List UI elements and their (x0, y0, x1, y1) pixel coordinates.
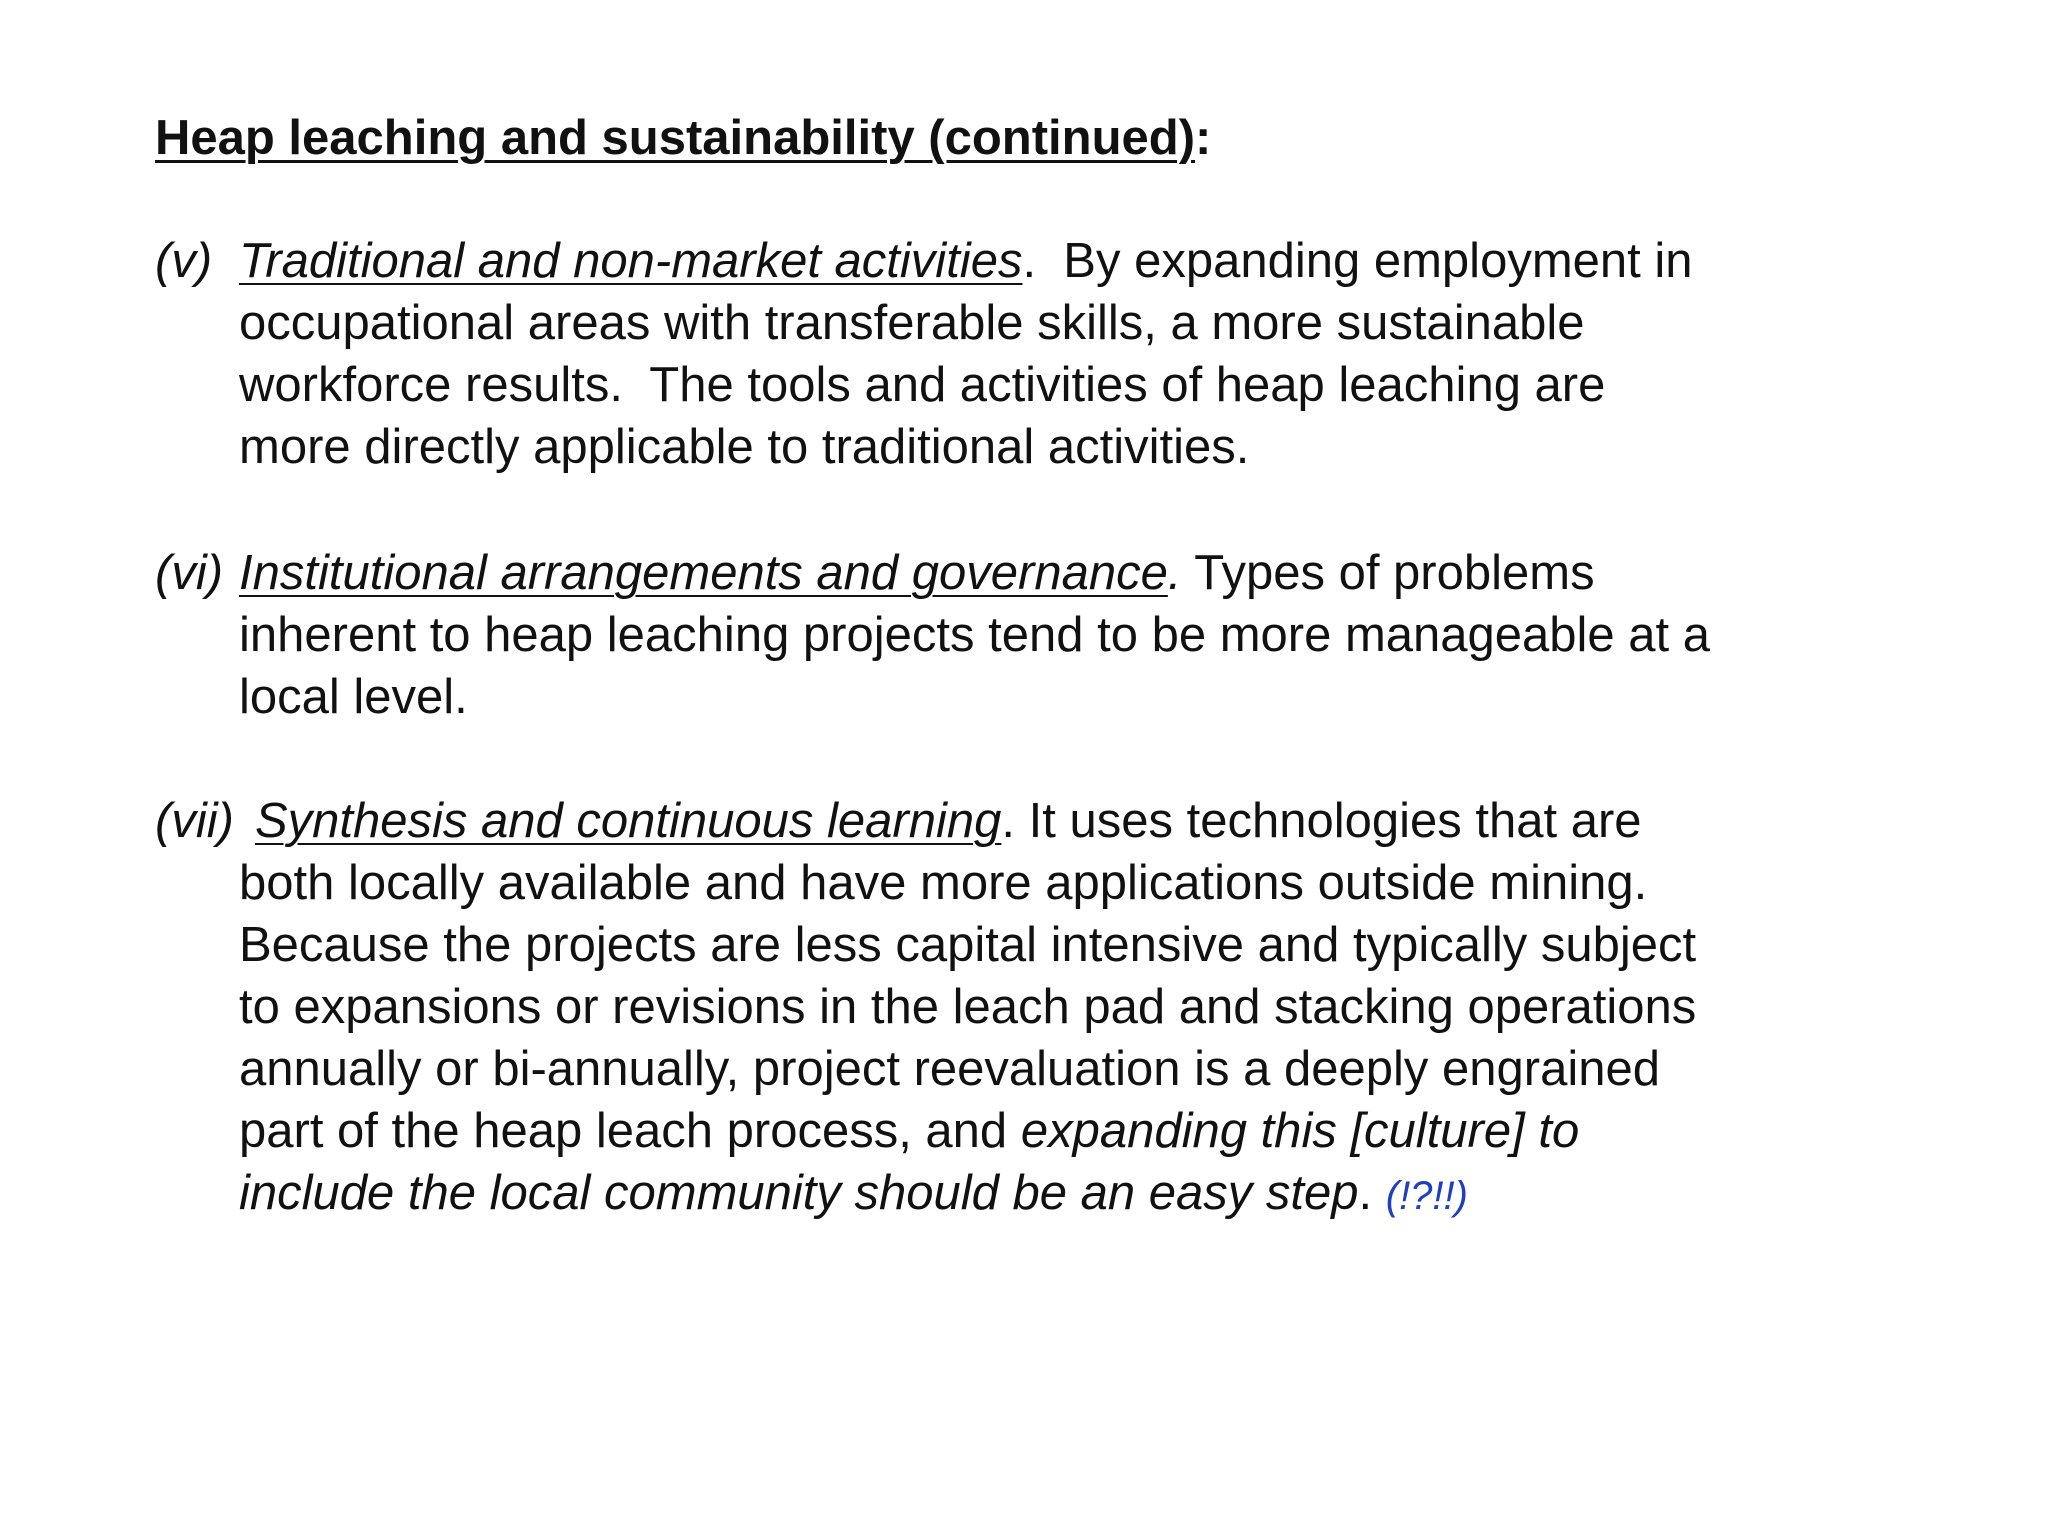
item-italic-segment: include the local community should be an easy step (239, 1166, 1359, 1220)
item-text-line-final (239, 1162, 1915, 1227)
item-text-line: By expanding employment in (1036, 234, 1693, 288)
list-item-vi (155, 542, 1915, 728)
item-heading: Traditional and non-market activities (239, 234, 1023, 288)
item-text-line-mixed (239, 1100, 1915, 1162)
item-body (239, 790, 1915, 1227)
item-text-line: workforce results. The tools and activities of heap leaching are (239, 358, 1606, 412)
item-end-punct: . (1358, 1166, 1373, 1220)
item-first-line (239, 230, 1915, 292)
item-heading: Synthesis and continuous learning (255, 794, 1002, 848)
item-text-line: annually or bi-annually, project reevaluation is a deeply engrained (239, 1042, 1660, 1096)
item-heading-punct: . (1022, 234, 1037, 288)
list-item-v (155, 230, 1915, 478)
list-item-vii (155, 790, 1915, 1227)
item-text-line: inherent to heap leaching projects tend to be more manageable at a (239, 608, 1711, 662)
item-text-line: both locally available and have more applications outside mining. (239, 856, 1648, 910)
annotation-note: (!?!!) (1385, 1174, 1468, 1218)
item-number: (vi) (155, 546, 224, 600)
page-title (155, 108, 1211, 168)
title-colon: : (1195, 111, 1212, 165)
item-number: (vii) (155, 794, 234, 848)
item-text-segment: part of the heap leach process, and (239, 1104, 1021, 1158)
item-text-line: local level. (239, 670, 468, 724)
item-first-line (255, 790, 1915, 852)
item-heading-punct: . (1167, 546, 1182, 600)
item-text-line: It uses technologies that are (1015, 794, 1642, 848)
item-number: (v) (155, 234, 213, 288)
item-text-line: more directly applicable to traditional activities. (239, 420, 1250, 474)
item-text-line: Types of problems (1181, 546, 1595, 600)
item-body (239, 542, 1915, 728)
item-text-line: Because the projects are less capital intensive and typically subject (239, 918, 1697, 972)
item-heading-punct: . (1001, 794, 1016, 848)
item-text-line: occupational areas with transferable skills, a more sustainable (239, 296, 1585, 350)
item-italic-segment: expanding this [culture] to (1020, 1104, 1580, 1158)
item-body (239, 230, 1915, 478)
item-text-line: to expansions or revisions in the leach pad and stacking operations (239, 980, 1697, 1034)
title-text: Heap leaching and sustainability (continued) (155, 111, 1196, 165)
item-heading: Institutional arrangements and governance (239, 546, 1168, 600)
item-first-line (239, 542, 1915, 604)
